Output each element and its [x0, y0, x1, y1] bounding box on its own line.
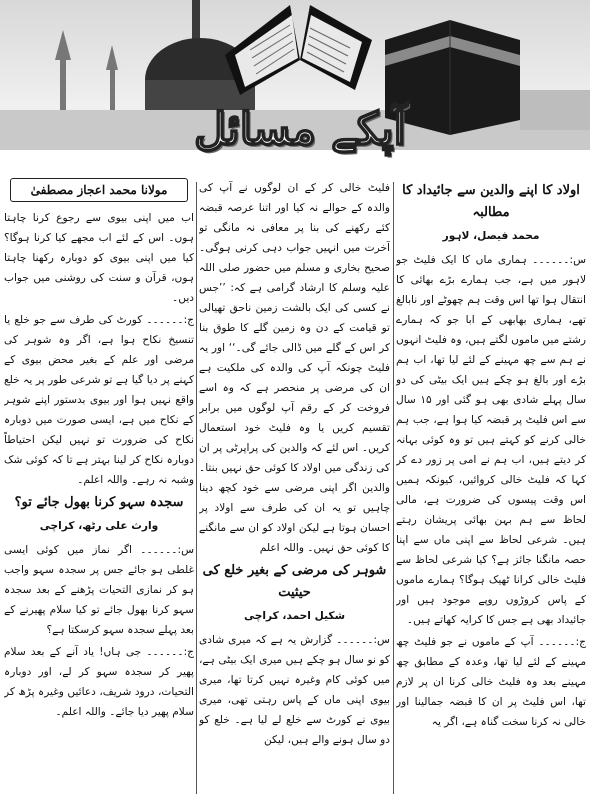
header-banner — [0, 0, 590, 172]
answer-paragraph: فلیٹ خالی کر کے ان لوگوں نے آپ کی والدہ کے حوالے نہ کیا اور اتنا عرصہ قبضہ کئے رکھنے کی بنا پر معافی نہ مانگی تو آخرت میں انہیں جواب دہی کرنی ہوگی۔ صحیح بخاری و مسلم میں حضور صلی اللہ علیہ وسلم کا ارشاد گرامی ہے کہ: ’’جس نے کسی کی ایک بالشت زمین ناحق تھیالی تو قیامت کے دن وہ زمین گلے کا طوق بنا کر اس کے گلے میں ڈالی جائے گی۔‘‘ اور یہ فلیٹ چونکہ آپ کی والدہ کی ملکیت ہے ان کی مرضی پر منحصر ہے کہ وہ اسے فروخت کر کے رقم آپ لوگوں میں برابر تقسیم کریں یا وہ فلیٹ خود استعمال کریں۔ اس لئے کہ والدین کی پراپرٹی پر ان کی زندگی میں اولاد کا کوئی حق نہیں بنتا۔ والدین اگر اپنی مرضی سے خود کچھ دینا چاہیں تو یہ ان کی طرف سے اولاد پر احسان ہوتا ہے لیکن اولاد کو ان سے مانگنے کا کوئی حق نہیں۔ واللہ اعلم — [199, 182, 390, 554]
article-byline: شکیل احمد، کراچی — [244, 610, 345, 622]
answer-paragraph: ج:۔۔۔۔۔۔ آپ کے ماموں نے جو فلیٹ چھ مہینے کے لئے لیا تھا، وعدہ کے مطابق چھ مہینے بعد وہ فلیٹ خالی کرنا ان پر لازم تھا، اس فلیٹ پر ان کا قبضہ جمالینا اور خالی نہ کرنا سخت گناہ ہے، اگر یہ — [396, 636, 586, 728]
article-heading: سجدہ سہو کرنا بھول جائے تو؟ — [14, 495, 184, 510]
section-title: آپکے مسائل — [194, 104, 406, 155]
article-heading: شوہر کی مرضی کے بغیر خلع کی حیثیت — [202, 563, 387, 600]
question-paragraph: س:۔۔۔۔۔۔ گزارش یہ ہے کہ میری شادی کو نو سال ہو چکے ہیں میری ایک بیٹی ہے، میں کوئی کام وغیرہ نہیں کرتا تھا، میری بیوی اپنی ماں کے پاس رہتی تھی، میری بیوی نے کورٹ سے خلع لے لیا ہے۔ خلع کو دو سال ہونے والے ہیں، لیکن — [199, 634, 390, 746]
article-column-left — [4, 178, 194, 796]
column-divider — [393, 182, 394, 794]
article-byline: محمد فیصل، لاہور — [442, 230, 540, 242]
article-heading: اولاد کا اپنے والدین سے جائیداد کا مطالبہ — [402, 183, 580, 220]
article-byline: وارث علی رٹھ، کراچی — [39, 520, 159, 532]
author-box: مولانا محمد اعجاز مصطفیٰ — [10, 178, 188, 202]
column-divider — [196, 182, 197, 794]
article-column-middle — [199, 178, 390, 796]
answer-paragraph: ج:۔۔۔۔۔۔ کورٹ کی طرف سے جو خلع یا تنسیخ نکاح ہوا ہے، اگر وہ شوہر کی مرضی اور علم کے بغیر محض بیوی کے کہنے پر دیا گیا ہے تو شرعی طور پر یہ خلع واقع نہیں ہوا اور بیوی بدستور اپنے شوہر کے نکاح میں ہے، ایسی صورت میں دوبارہ نکاح کی ضرورت تو نہیں لیکن احتیاطاً دوبارہ نکاح کر لینا بہتر ہے تا کہ کوئی شک وشبہ نہ رہے۔ واللہ اعلم۔ — [4, 314, 194, 486]
question-paragraph: س:۔۔۔۔۔۔ ہماری ماں کا ایک فلیٹ جو لاہور میں ہے، جب ہمارے بڑے بھائی کا انتقال ہوا تھا اس وقت ہم چھوٹے اور نابالغ تھے، ہماری بھابھی کے ابا جو کہ ہمارے رشتے میں ماموں لگتے ہیں، وہ فلیٹ انہوں نے ہم سے چھ مہینے کے لئے لیا تھا، اب ہم بڑے اور بالغ ہو چکے ہیں ایک بیٹی کی دو سال پہلے شادی بھی ہو گئی اور ۱۵ سال سے اس فلیٹ پر قبضہ کیا ہوا ہے، جب ہم خالی کرنے کو کہتے ہیں تو وہ کوئی بہانہ کر دیتے ہیں، اب ہم نے امی پر زور دے کر کہا کہ فلیٹ خالی کروائیں، کیونکہ ہمیں اس وقت پیسوں کی ضرورت ہے، مالی لحاظ سے ہم بہن بھائی پریشان رہتے ہیں۔ شرعی لحاظ سے اپنی ماں سے اپنا حصہ مانگنا جائز ہے؟ کیا شرعی لحاظ سے فلیٹ خالی کرانا ٹھیک ہوگا؟ ہمارے ماموں کے پاس کروڑوں روپے موجود ہیں اور جائیداد بھی ہے جس کا کرایہ کھاتے ہیں۔ — [396, 254, 586, 626]
answer-paragraph: ج:۔۔۔۔۔۔ جی ہاں! یاد آنے کے بعد سلام پھیر کر سجدہ سہو کر لے، اور دوبارہ التحیات، درود شریف، دعائیں وغیرہ پڑھ کر سلام پھیر دیا جائے۔ واللہ اعلم۔ — [4, 646, 194, 718]
question-paragraph: س:۔۔۔۔۔۔ اگر نماز میں کوئی ایسی غلطی ہو جائے جس پر سجدہ سہو واجب ہو کر نمازی التحیات پڑھنے کے بعد سجدہ سہو کرنا بھول جائے تو کیا سلام پھیرنے کے بعد پہلے سجدہ سہو کرسکتا ہے؟ — [4, 544, 194, 636]
article-column-right — [396, 178, 586, 796]
question-paragraph: اب میں اپنی بیوی سے رجوع کرنا چاہتا ہوں۔ اس کے لئے اب مجھے کیا کرنا ہوگا؟ کیا میں اپنی بیوی کو دوبارہ رکھنا چاہتا ہوں، قرآن و سنت کی روشنی میں جواب دیں۔ — [4, 212, 194, 304]
